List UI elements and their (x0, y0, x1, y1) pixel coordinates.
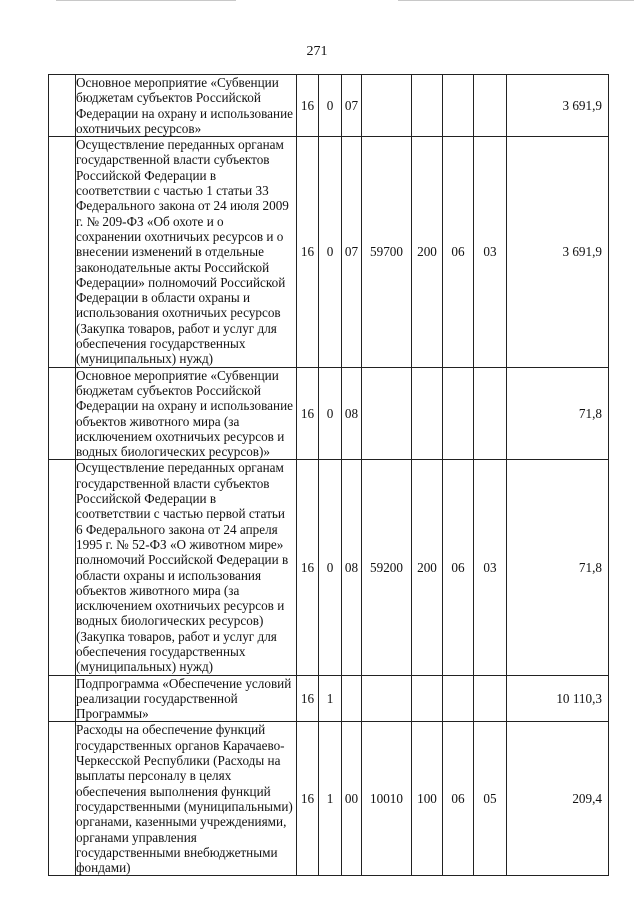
code-cell-c2: 0 (319, 367, 342, 460)
code-cell-c2: 0 (319, 460, 342, 675)
page-number: 271 (306, 44, 328, 59)
code-cell-c3: 07 (342, 137, 362, 367)
description-line: объектов животного мира (за (76, 413, 240, 429)
code-cell-c1: 16 (297, 75, 319, 137)
description-line: государственными внебюджетными (76, 844, 278, 860)
empty-cell (49, 75, 76, 137)
description-cell (76, 137, 297, 367)
description-line: Подпрограмма «Обеспечение условий (76, 675, 292, 691)
description-line: 6 Федерального закона от 24 апреля (76, 521, 278, 537)
code-cell-c1: 16 (297, 460, 319, 675)
code-cell-c2: 0 (319, 75, 342, 137)
amount-cell: 10 110,3 (507, 675, 609, 722)
description-line: (Закупка товаров, работ и услуг для (76, 628, 277, 644)
code-cell-c7 (474, 675, 507, 722)
table-row (49, 137, 609, 367)
description-line: органами, казенными учреждениями, (76, 814, 287, 830)
table-body (49, 75, 609, 876)
budget-table (48, 74, 609, 876)
code-cell-c4: 59700 (362, 137, 412, 367)
amount-cell: 3 691,9 (507, 137, 609, 367)
empty-cell (49, 367, 76, 460)
description-line: государственной власти субъектов (76, 152, 270, 168)
description-cell (76, 367, 297, 460)
code-cell-c1: 16 (297, 367, 319, 460)
description-line: Федерации на охрану и использование (76, 398, 293, 414)
description-line: сохранении охотничьих ресурсов и о (76, 228, 284, 244)
description-line: обеспечения государственных (76, 643, 246, 659)
code-cell-c5 (412, 75, 443, 137)
description-line: обеспечения выполнения функций (76, 783, 271, 799)
description-line: исключением охотничьих ресурсов и (76, 598, 285, 614)
code-cell-c6: 06 (443, 460, 474, 675)
amount-cell: 209,4 (507, 722, 609, 876)
description-line: выплаты персоналу в целях (76, 768, 232, 784)
empty-cell (49, 137, 76, 367)
description-line: соответствии с частью 1 статьи 33 (76, 183, 269, 199)
code-cell-c7: 03 (474, 460, 507, 675)
description-line: Осуществление переданных органам (76, 460, 284, 476)
table-row (49, 722, 609, 876)
description-line: Основное мероприятие «Субвенции (76, 75, 279, 90)
table-row (49, 75, 609, 137)
description-line: водных биологических ресурсов) (76, 613, 264, 629)
table-row (49, 460, 609, 675)
code-cell-c2: 1 (319, 675, 342, 722)
code-cell-c4 (362, 75, 412, 137)
code-cell-c4: 10010 (362, 722, 412, 876)
description-line: Программы» (76, 706, 149, 722)
description-line: полномочий Российской Федерации в (76, 552, 289, 568)
description-line: внесении изменений в отдельные (76, 244, 264, 260)
description-line: фондами) (76, 860, 131, 876)
description-line: (Закупка товаров, работ и услуг для (76, 320, 277, 336)
description-line: Российской Федерации в (76, 167, 217, 183)
description-line: органами управления (76, 829, 197, 845)
code-cell-c6 (443, 75, 474, 137)
description-line: законодательные акты Российской (76, 259, 270, 275)
code-cell-c6: 06 (443, 722, 474, 876)
code-cell-c1: 16 (297, 675, 319, 722)
code-cell-c3: 00 (342, 722, 362, 876)
description-line: соответствии с частью первой статьи (76, 506, 285, 522)
description-line: Черкесской Республики (Расходы на (76, 753, 281, 769)
code-cell-c5: 200 (412, 460, 443, 675)
description-line: Федерации на охрану и использование (76, 105, 293, 121)
code-cell-c4: 59200 (362, 460, 412, 675)
description-line: г. № 209-ФЗ «Об охоте и о (76, 213, 224, 229)
description-line: государственных органов Карачаево- (76, 737, 285, 753)
description-line: Основное мероприятие «Субвенции (76, 367, 279, 383)
code-cell-c3 (342, 675, 362, 722)
code-cell-c6 (443, 675, 474, 722)
empty-cell (49, 460, 76, 675)
code-cell-c5 (412, 675, 443, 722)
description-line: государственной власти субъектов (76, 475, 270, 491)
description-line: (муниципальных) нужд) (76, 659, 214, 675)
table-row (49, 367, 609, 460)
description-line: исключением охотничьих ресурсов и (76, 428, 285, 444)
description-line: Федерации» полномочий Российской (76, 274, 286, 290)
code-cell-c7: 03 (474, 137, 507, 367)
amount-cell: 71,8 (507, 460, 609, 675)
description-cell (76, 675, 297, 722)
description-cell (76, 722, 297, 876)
description-line: Осуществление переданных органам (76, 137, 284, 153)
description-cell (76, 460, 297, 675)
description-line: Федерации в области охраны и (76, 290, 251, 306)
description-line: водных биологических ресурсов)» (76, 444, 271, 460)
code-cell-c6: 06 (443, 137, 474, 367)
description-line: Российской Федерации в (76, 491, 217, 507)
code-cell-c7 (474, 367, 507, 460)
code-cell-c5: 100 (412, 722, 443, 876)
amount-cell: 3 691,9 (507, 75, 609, 137)
description-line: области охраны и использования (76, 567, 262, 583)
code-cell-c7 (474, 75, 507, 137)
description-line: 1995 г. № 52-ФЗ «О животном мире» (76, 536, 284, 552)
code-cell-c3: 07 (342, 75, 362, 137)
code-cell-c4 (362, 675, 412, 722)
code-cell-c7: 05 (474, 722, 507, 876)
code-cell-c1: 16 (297, 137, 319, 367)
code-cell-c5: 200 (412, 137, 443, 367)
code-cell-c5 (412, 367, 443, 460)
description-line: использования охотничьих ресурсов (76, 305, 281, 321)
code-cell-c4 (362, 367, 412, 460)
table-row (49, 675, 609, 722)
scan-edge-line-right (398, 0, 634, 1)
description-line: Расходы на обеспечение функций (76, 722, 266, 738)
description-line: охотничьих ресурсов» (76, 120, 202, 136)
empty-cell (49, 675, 76, 722)
description-line: обеспечения государственных (76, 336, 246, 352)
description-cell (76, 75, 297, 137)
description-line: (муниципальных) нужд) (76, 351, 214, 367)
description-line: бюджетам субъектов Российской (76, 382, 261, 398)
description-line: объектов животного мира (за (76, 582, 240, 598)
code-cell-c3: 08 (342, 460, 362, 675)
description-line: Федерального закона от 24 июля 2009 (76, 198, 289, 214)
code-cell-c2: 1 (319, 722, 342, 876)
amount-cell: 71,8 (507, 367, 609, 460)
code-cell-c1: 16 (297, 722, 319, 876)
scan-edge-line-left (56, 0, 236, 1)
description-line: бюджетам субъектов Российской (76, 90, 261, 106)
description-line: государственными (муниципальными) (76, 798, 293, 814)
code-cell-c3: 08 (342, 367, 362, 460)
description-line: реализации государственной (76, 690, 238, 706)
code-cell-c6 (443, 367, 474, 460)
code-cell-c2: 0 (319, 137, 342, 367)
empty-cell (49, 722, 76, 876)
